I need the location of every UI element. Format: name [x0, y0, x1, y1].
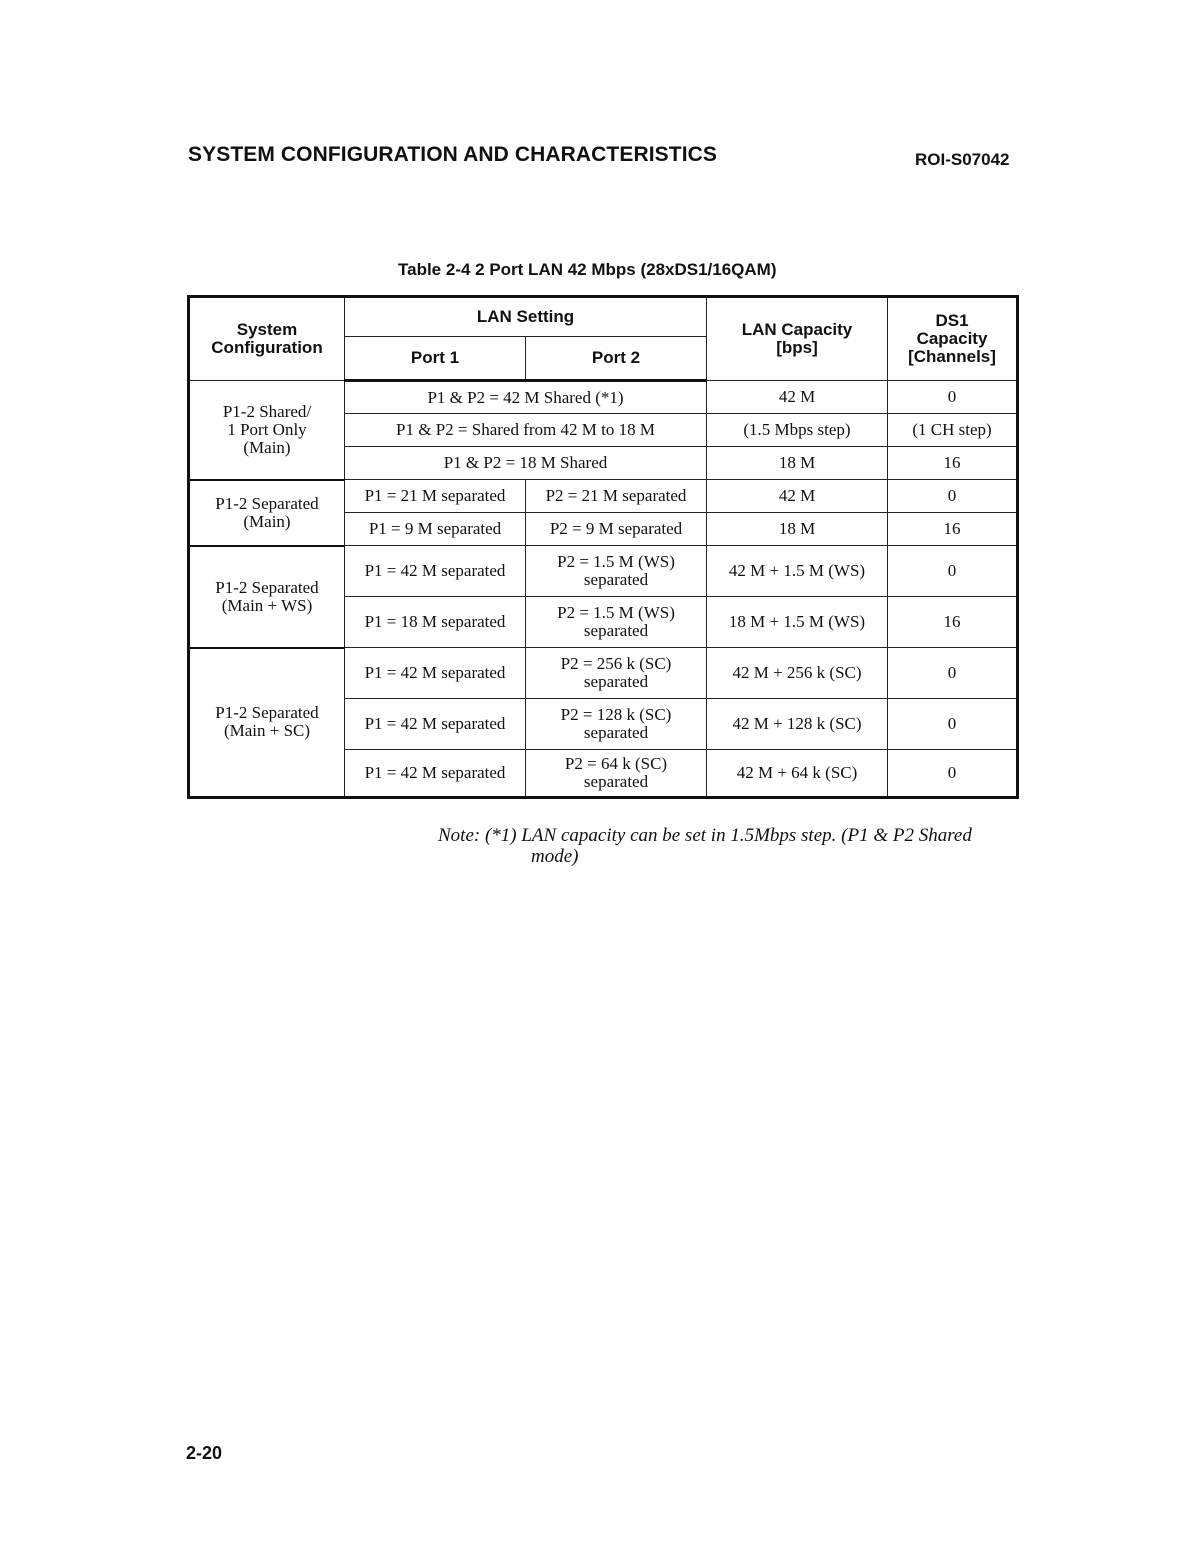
ds1-capacity-cell: 0: [888, 381, 1018, 414]
lan-capacity-cell: 42 M + 1.5 M (WS): [707, 546, 888, 597]
header-ds1-capacity: DS1 Capacity [Channels]: [888, 297, 1018, 381]
shared-setting-cell: P1 & P2 = 18 M Shared: [345, 447, 707, 480]
header-system-configuration: System Configuration: [189, 297, 345, 381]
document-id: ROI-S07042: [915, 150, 1010, 169]
note-line-1: Note: (*1) LAN capacity can be set in 1.5Mbps step. (P1 & P2 Shared: [438, 825, 972, 846]
config-cell: P1-2 Separated (Main + SC): [189, 648, 345, 798]
lan-capacity-cell: 18 M: [707, 513, 888, 546]
ds1-capacity-cell: 0: [888, 546, 1018, 597]
lan-capacity-cell: 42 M + 128 k (SC): [707, 699, 888, 750]
shared-setting-cell: P1 & P2 = 42 M Shared (*1): [345, 381, 707, 414]
ds1-capacity-cell: 0: [888, 648, 1018, 699]
port2-cell: P2 = 128 k (SC) separated: [526, 699, 707, 750]
shared-setting-cell: P1 & P2 = Shared from 42 M to 18 M: [345, 414, 707, 447]
config-cell: P1-2 Separated (Main + WS): [189, 546, 345, 648]
table-row: [189, 648, 1018, 699]
note-line-2: mode): [531, 846, 579, 867]
header-port-2: Port 2: [526, 337, 707, 381]
port2-cell: P2 = 64 k (SC) separated: [526, 750, 707, 798]
port2-cell: P2 = 256 k (SC) separated: [526, 648, 707, 699]
header-lan-capacity: LAN Capacity [bps]: [707, 297, 888, 381]
port1-cell: P1 = 42 M separated: [345, 546, 526, 597]
ds1-capacity-cell: 16: [888, 597, 1018, 648]
lan-capacity-cell: 42 M: [707, 480, 888, 513]
lan-capacity-cell: 42 M + 64 k (SC): [707, 750, 888, 798]
table-row: [189, 381, 1018, 414]
lan-capacity-table: [187, 295, 1019, 799]
port2-cell: P2 = 1.5 M (WS) separated: [526, 597, 707, 648]
table-row: [189, 480, 1018, 513]
port1-cell: P1 = 42 M separated: [345, 699, 526, 750]
lan-capacity-cell: 18 M: [707, 447, 888, 480]
config-cell: P1-2 Separated (Main): [189, 480, 345, 546]
lan-capacity-cell: 42 M: [707, 381, 888, 414]
port1-cell: P1 = 9 M separated: [345, 513, 526, 546]
table-row: [189, 546, 1018, 597]
port1-cell: P1 = 42 M separated: [345, 648, 526, 699]
lan-capacity-cell: (1.5 Mbps step): [707, 414, 888, 447]
header-port-1: Port 1: [345, 337, 526, 381]
lan-capacity-cell: 18 M + 1.5 M (WS): [707, 597, 888, 648]
lan-capacity-cell: 42 M + 256 k (SC): [707, 648, 888, 699]
port1-cell: P1 = 42 M separated: [345, 750, 526, 798]
page-number: 2-20: [186, 1443, 223, 1463]
port1-cell: P1 = 21 M separated: [345, 480, 526, 513]
config-cell: P1-2 Shared/ 1 Port Only (Main): [189, 381, 345, 480]
ds1-capacity-cell: (1 CH step): [888, 414, 1018, 447]
port2-cell: P2 = 9 M separated: [526, 513, 707, 546]
ds1-capacity-cell: 0: [888, 699, 1018, 750]
port1-cell: P1 = 18 M separated: [345, 597, 526, 648]
ds1-capacity-cell: 16: [888, 513, 1018, 546]
table-note: [438, 825, 1018, 867]
table-caption: Table 2-4 2 Port LAN 42 Mbps (28xDS1/16QAM): [398, 260, 777, 279]
header-lan-setting: LAN Setting: [345, 297, 707, 337]
port2-cell: P2 = 1.5 M (WS) separated: [526, 546, 707, 597]
ds1-capacity-cell: 16: [888, 447, 1018, 480]
ds1-capacity-cell: 0: [888, 480, 1018, 513]
port2-cell: P2 = 21 M separated: [526, 480, 707, 513]
ds1-capacity-cell: 0: [888, 750, 1018, 798]
page-header-title: SYSTEM CONFIGURATION AND CHARACTERISTICS: [188, 143, 717, 166]
